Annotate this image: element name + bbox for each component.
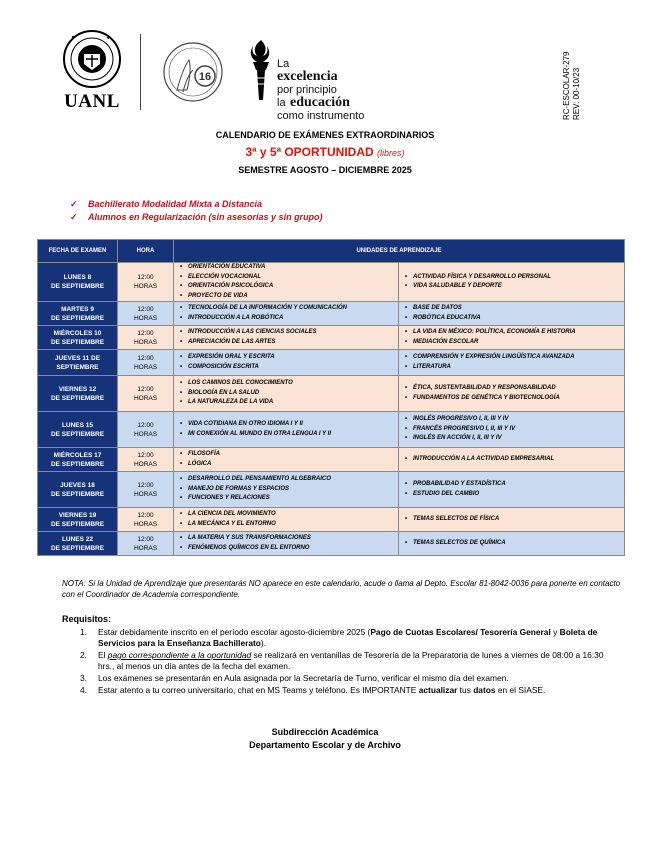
table-row <box>38 412 625 448</box>
exam-date-text: LUNES 22 <box>61 535 94 543</box>
list-item: • PROYECTO DE VIDA <box>188 292 398 302</box>
units-list <box>174 353 398 372</box>
exam-hour-text: 12:00 <box>137 305 154 313</box>
semester-subtitle: SEMESTRE AGOSTO – DICIEMBRE 2025 <box>238 165 412 175</box>
table-row <box>38 263 625 302</box>
exam-hour-text: 12:00 <box>137 451 154 459</box>
opportunity-title <box>0 145 650 159</box>
exam-hour-cell <box>118 508 174 532</box>
requirement-text: tus <box>457 685 474 695</box>
exam-date-text: DE SEPTIEMBRE <box>50 460 105 468</box>
exam-hour-cell <box>118 302 174 326</box>
header-divider <box>140 34 141 110</box>
units-left-cell <box>174 376 399 412</box>
footer-office: Departamento Escolar y de Archivo <box>249 740 401 750</box>
requirement-text: El <box>98 650 108 660</box>
exam-date-text: SEPTIEMBRE <box>56 363 99 371</box>
list-item: • BIOLOGÍA EN LA SALUD <box>188 389 398 399</box>
units-left-cell <box>174 448 399 472</box>
units-list <box>399 384 624 403</box>
exam-hour-cell <box>118 376 174 412</box>
requirement-number: 3. <box>80 673 87 683</box>
list-item: • INTRODUCCIÓN A LA ACTIVIDAD EMPRESARIAL <box>413 455 624 465</box>
requirement-2 <box>62 650 622 672</box>
exam-hour-text: HORAS <box>133 460 158 468</box>
list-item: • LA VIDA EN MÉXICO: POLÍTICA, ECONOMÍA E HISTORIA <box>413 328 624 338</box>
list-item: • FENÓMENOS QUÍMICOS EN EL ENTORNO <box>188 544 398 554</box>
list-item: • ROBÓTICA EDUCATIVA <box>413 314 624 324</box>
table-row <box>38 302 625 326</box>
units-right-cell <box>399 532 625 556</box>
requirement-emphasis: datos <box>473 685 496 695</box>
units-left-cell <box>174 263 399 302</box>
requirement-text: se realizará en ventanillas de Tesorería de la Preparatoria de lunes a viernes de 08:00 a 16:30 hrs., al menos un día antes de la fecha del examen. <box>98 650 604 671</box>
exam-date-cell <box>38 448 118 472</box>
list-item: • LA NATURALEZA DE LA VIDA <box>188 398 398 408</box>
list-item: • BASE DE DATOS <box>413 304 624 314</box>
exam-date-text: LUNES 8 <box>63 274 92 281</box>
exam-date-text: JUEVES 18 <box>60 481 95 489</box>
exam-date-cell <box>38 532 118 556</box>
exam-hour-text: 12:00 <box>137 535 154 543</box>
units-list <box>399 539 624 549</box>
footer-department: Subdirección Académica <box>271 727 379 737</box>
list-item: • ORIENTACIÓN PSICOLÓGICA <box>188 282 398 292</box>
units-list <box>174 510 398 529</box>
requirement-emphasis: actualizar <box>418 685 458 695</box>
units-list <box>399 304 624 323</box>
exam-date-cell <box>38 350 118 376</box>
exam-hour-text: 12:00 <box>137 385 154 393</box>
exam-date-text: MARTES 9 <box>61 305 94 313</box>
table-row <box>38 448 625 472</box>
exam-date-text: JUEVES 11 DE <box>54 354 101 362</box>
requirement-emphasis: Boleta de Servicios para la Enseñanza Bachillerato <box>98 627 598 648</box>
exam-date-cell <box>38 302 118 326</box>
exam-hour-cell <box>118 263 174 302</box>
exam-hour-text: HORAS <box>133 363 158 371</box>
exam-hour-cell <box>118 326 174 350</box>
opportunity-label: 3ª y 5ª OPORTUNIDAD <box>245 145 374 159</box>
list-item: • INGLÉS EN ACCIÓN I, II, III Y IV <box>413 434 624 444</box>
document-code <box>560 34 582 124</box>
exam-hour-cell <box>118 472 174 508</box>
requirement-number: 4. <box>80 685 87 695</box>
list-item: • VIDA SALUDABLE Y DEPORTE <box>413 282 624 292</box>
exam-hour-text: HORAS <box>133 314 158 322</box>
list-item: • ÉTICA, SUSTENTABILIDAD Y RESPONSABILIDAD <box>413 384 624 394</box>
exam-date-cell <box>38 472 118 508</box>
exam-hour-cell <box>118 350 174 376</box>
exam-hour-cell <box>118 448 174 472</box>
exam-hour-text: HORAS <box>133 283 158 290</box>
motto-line-3: por principio <box>277 84 337 96</box>
units-left-cell <box>174 350 399 376</box>
units-list <box>174 450 398 469</box>
exam-hour-text: 12:00 <box>137 274 154 281</box>
exam-hour-text: 12:00 <box>137 421 154 429</box>
page-title: CALENDARIO DE EXÁMENES EXTRAORDINARIOS <box>215 130 435 140</box>
exam-date-text: MIÉRCOLES 17 <box>53 451 102 459</box>
exam-date-cell <box>38 412 118 448</box>
exam-hour-text: HORAS <box>133 520 158 528</box>
exam-calendar-table <box>37 239 625 556</box>
exam-hour-text: 12:00 <box>137 511 154 519</box>
units-list <box>399 415 624 444</box>
units-right-cell <box>399 472 625 508</box>
table-row <box>38 472 625 508</box>
torch-icon <box>247 38 275 106</box>
list-item: • ORIENTACIÓN EDUCATIVA <box>188 263 398 273</box>
audience-item-1 <box>70 199 262 210</box>
motto-line-2: excelencia <box>277 69 338 84</box>
motto-line-6: como instrumento <box>277 110 365 122</box>
table-row <box>38 532 625 556</box>
requirement-1 <box>62 627 622 649</box>
units-list <box>174 304 398 323</box>
units-list <box>399 515 624 525</box>
list-item: • LITERATURA <box>413 363 624 373</box>
note-text: NOTA: Si la Unidad de Aprendizaje que presentarás NO aparece en este calendario, acude o llama al Depto. Escolar 81-8042-0036 para ponerte en contacto con el Coordinador de Academia correspondiente. <box>62 579 621 599</box>
list-item: • MI CONEXIÓN AL MUNDO EN OTRA LENGUA I Y II <box>188 430 398 440</box>
list-item: • TEMAS SELECTOS DE QUÍMICA <box>413 539 624 549</box>
table-row <box>38 508 625 532</box>
exam-hour-text: 12:00 <box>137 481 154 489</box>
audience-item-2 <box>70 212 323 223</box>
exam-hour-text: 12:00 <box>137 354 154 362</box>
exam-hour-text: HORAS <box>133 430 158 438</box>
exam-hour-text: HORAS <box>133 338 158 346</box>
exam-date-text: DE SEPTIEMBRE <box>50 338 105 346</box>
units-list <box>399 455 624 465</box>
header-hour: HORA <box>118 240 174 263</box>
requirement-number: 1. <box>80 627 87 637</box>
exam-date-cell <box>38 326 118 350</box>
units-right-cell <box>399 326 625 350</box>
doc-code-number: RC-ESCOLAR-279 <box>562 51 571 120</box>
table-row <box>38 326 625 350</box>
requirements-title: Requisitos: <box>62 614 112 624</box>
requirement-4 <box>62 685 622 696</box>
list-item: • ELECCIÓN VOCACIONAL <box>188 273 398 283</box>
table-row <box>38 376 625 412</box>
exam-date-text: VIERNES 12 <box>58 385 97 393</box>
requirements-list <box>62 627 622 697</box>
doc-code-revision: REV: 00-10/23 <box>572 67 581 120</box>
list-item: • EXPRESIÓN ORAL Y ESCRITA <box>188 353 398 363</box>
list-item: • INGLÉS PROGRESIVO I, II, III Y IV <box>413 415 624 425</box>
list-item: • DESARROLLO DEL PENSAMIENTO ALGEBRAICO <box>188 475 398 485</box>
requirement-emphasis: Pago de Cuotas Escolares/ Tesorería General <box>370 627 551 637</box>
list-item: • INTRODUCCIÓN A LAS CIENCIAS SOCIALES <box>188 328 398 338</box>
exam-date-text: LUNES 15 <box>61 421 94 429</box>
prepa-number: 16 <box>198 71 212 83</box>
requirement-text: y <box>550 627 560 637</box>
units-right-cell <box>399 350 625 376</box>
exam-date-text: DE SEPTIEMBRE <box>50 430 105 438</box>
exam-date-text: VIERNES 19 <box>58 511 97 519</box>
prepa-16-logo <box>163 40 223 104</box>
units-left-cell <box>174 412 399 448</box>
list-item: • ESTUDIO DEL CAMBIO <box>413 490 624 500</box>
exam-hour-text: HORAS <box>133 394 158 402</box>
exam-date-text: DE SEPTIEMBRE <box>50 314 105 322</box>
units-left-cell <box>174 302 399 326</box>
units-right-cell <box>399 448 625 472</box>
units-right-cell <box>399 302 625 326</box>
requirement-number: 2. <box>80 650 87 660</box>
units-list <box>174 475 398 504</box>
table-header-row <box>38 240 625 263</box>
list-item: • MANEJO DE FORMAS Y ESPACIOS <box>188 485 398 495</box>
exam-date-text: DE SEPTIEMBRE <box>50 283 105 290</box>
exam-hour-cell <box>118 532 174 556</box>
uanl-wordmark: UANL <box>64 91 120 112</box>
check-icon: ✓ <box>70 199 78 209</box>
check-icon: ✓ <box>70 212 78 222</box>
exam-hour-cell <box>118 412 174 448</box>
units-left-cell <box>174 326 399 350</box>
list-item: • TEMAS SELECTOS DE FÍSICA <box>413 515 624 525</box>
units-left-cell <box>174 508 399 532</box>
list-item: • LA MECÁNICA Y EL ENTORNO <box>188 520 398 530</box>
units-list <box>399 480 624 499</box>
list-item: • TECNOLOGÍA DE LA INFORMACIÓN Y COMUNICACIÓN <box>188 304 398 314</box>
institution-motto <box>277 58 364 122</box>
units-list <box>174 263 398 301</box>
units-right-cell <box>399 376 625 412</box>
exam-date-cell <box>38 508 118 532</box>
list-item: • MEDIACIÓN ESCOLAR <box>413 338 624 348</box>
units-list <box>174 328 398 347</box>
list-item: • FILOSOFÍA <box>188 450 398 460</box>
motto-line-5: educación <box>290 95 350 110</box>
units-right-cell <box>399 412 625 448</box>
units-list <box>174 379 398 408</box>
header-units: UNIDADES DE APRENDIZAJE <box>174 240 625 263</box>
list-item: • FUNCIONES Y RELACIONES <box>188 494 398 504</box>
list-item: • FUNDAMENTOS DE GENÉTICA Y BIOTECNOLOGÍA <box>413 394 624 404</box>
requirement-text: Estar atento a tu correo universitario, chat en MS Teams y teléfono. Es IMPORTANTE <box>98 685 419 695</box>
motto-line-4: la <box>277 97 286 109</box>
list-item: • VIDA COTIDIANA EN OTRO IDIOMA I Y II <box>188 420 398 430</box>
opportunity-suffix: (libres) <box>377 148 405 158</box>
list-item: • LA MATERIA Y SUS TRANSFORMACIONES <box>188 534 398 544</box>
requirement-emphasis: pago correspondiente a la oportunidad <box>107 650 252 660</box>
exam-hour-text: HORAS <box>133 544 158 552</box>
list-item: • PROBABILIDAD Y ESTADÍSTICA <box>413 480 624 490</box>
units-left-cell <box>174 532 399 556</box>
list-item: • COMPRENSIÓN Y EXPRESIÓN LINGÜÍSTICA AVANZADA <box>413 353 624 363</box>
units-right-cell <box>399 508 625 532</box>
units-list <box>399 353 624 372</box>
exam-date-cell <box>38 263 118 302</box>
requirement-text: Los exámenes se presentarán en Aula asignada por la Secretaría de Turno, verificar el mismo día del examen. <box>98 673 509 683</box>
exam-hour-text: HORAS <box>133 490 158 498</box>
requirement-text: Estar debidamente inscrito en el período escolar agosto-diciembre 2025 ( <box>98 627 371 637</box>
exam-date-text: DE SEPTIEMBRE <box>50 394 105 402</box>
list-item: • FRANCÉS PROGRESIVO I, II, III Y IV <box>413 425 624 435</box>
exam-date-text: DE SEPTIEMBRE <box>50 544 105 552</box>
list-item: • COMPOSICIÓN ESCRITA <box>188 363 398 373</box>
list-item: • LA CIENCIA DEL MOVIMIENTO <box>188 510 398 520</box>
table-row <box>38 350 625 376</box>
exam-hour-text: 12:00 <box>137 329 154 337</box>
requirement-text: en el SIASE. <box>495 685 546 695</box>
exam-date-text: DE SEPTIEMBRE <box>50 490 105 498</box>
exam-date-text: MIÉRCOLES 10 <box>53 329 102 337</box>
header-date: FECHA DE EXAMEN <box>38 240 118 263</box>
list-item: • APRECIACIÓN DE LAS ARTES <box>188 338 398 348</box>
units-left-cell <box>174 472 399 508</box>
audience-item-1-label: Bachillerato Modalidad Mixta a Distancia <box>88 199 263 209</box>
units-list <box>174 420 398 439</box>
units-list <box>174 534 398 553</box>
audience-item-2-label: Alumnos en Regularización (sin asesorías y sin grupo) <box>88 212 323 222</box>
motto-line-1: La <box>277 58 290 70</box>
requirement-text: ). <box>260 638 267 648</box>
exam-date-cell <box>38 376 118 412</box>
units-right-cell <box>399 263 625 302</box>
list-item: • LÓGICA <box>188 460 398 470</box>
exam-date-text: DE SEPTIEMBRE <box>50 520 105 528</box>
table-body <box>38 263 625 556</box>
units-list <box>399 273 624 292</box>
units-list <box>399 328 624 347</box>
list-item: • ACTIVIDAD FÍSICA Y DESARROLLO PERSONAL <box>413 273 624 283</box>
list-item: • LOS CAMINOS DEL CONOCIMIENTO <box>188 379 398 389</box>
requirement-3 <box>62 673 622 684</box>
list-item: • INTRODUCCIÓN A LA ROBÓTICA <box>188 314 398 324</box>
